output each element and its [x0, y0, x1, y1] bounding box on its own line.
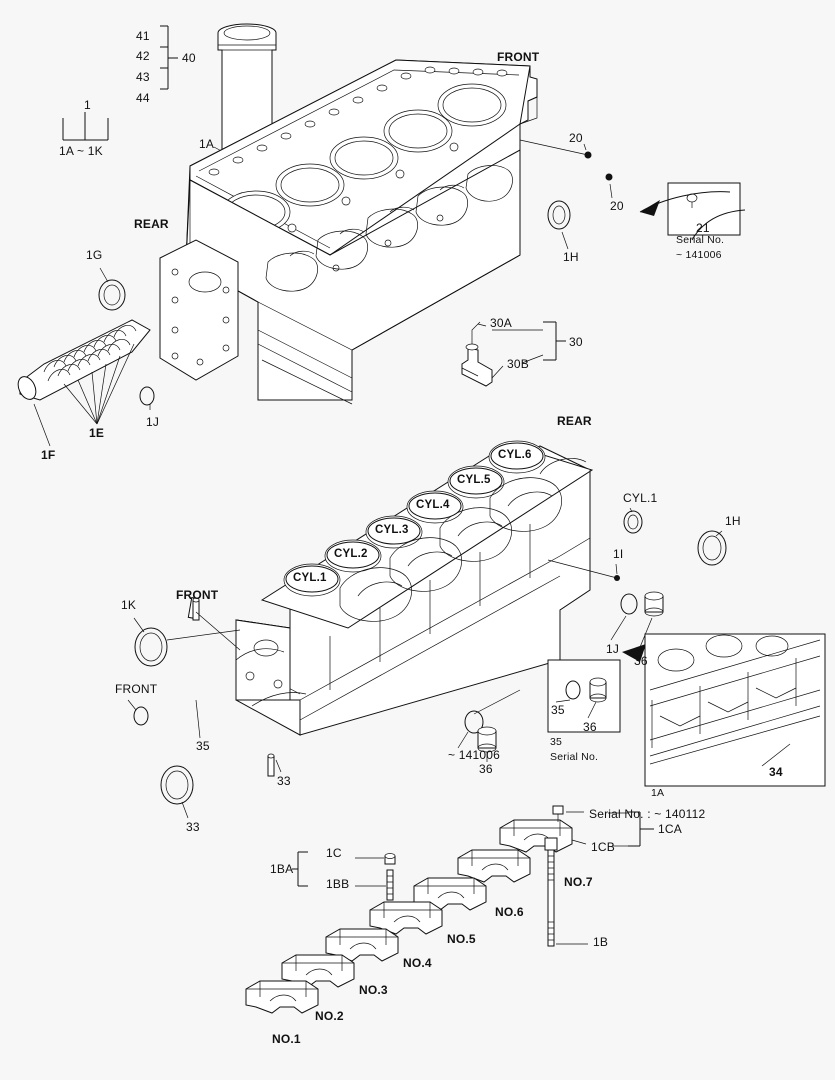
label-36-c: ~ 141006: [448, 748, 500, 762]
label-front-top: FRONT: [497, 50, 540, 64]
part-20-b: [606, 174, 613, 181]
label-1h-top: 1H: [563, 250, 579, 264]
label-1bb: 1C: [326, 846, 342, 860]
label-1: 1: [84, 98, 91, 112]
label-36-a: 1J: [606, 642, 620, 656]
inset-serial-21: [640, 183, 745, 240]
label-33-a: 35: [196, 739, 210, 753]
part-cylinder-block-lower: [236, 441, 592, 735]
part-34: [161, 766, 193, 804]
label-36-b: 35: [551, 703, 565, 717]
label-40: 40: [182, 51, 196, 65]
label-35-c: 36: [479, 762, 493, 776]
label-serial-21-line1: Serial No.: [676, 234, 725, 246]
label-1a-top: 1A: [199, 137, 215, 151]
inset-serial-140112: [645, 634, 825, 786]
label-30a: 30A: [490, 316, 512, 330]
leader-1f: [34, 404, 50, 446]
part-rear-flange: [160, 240, 238, 380]
label-serial-140112: 1A: [651, 787, 665, 799]
label-1i: 1H: [725, 514, 741, 528]
label-no-3: NO.3: [359, 983, 388, 997]
bearing-cap-1: [246, 981, 318, 1013]
label-21: 21: [696, 221, 710, 235]
part-1g-mid: [135, 628, 167, 666]
label-rear-top: REAR: [134, 217, 169, 231]
label-1g-mid: 1K: [121, 598, 137, 612]
leader-1g-top: [100, 268, 108, 282]
part-1i: [698, 531, 726, 565]
part-1ba: [387, 870, 393, 900]
label-no-7: NO.7: [564, 875, 593, 889]
part-35-36-c: [465, 711, 496, 752]
label-35-b: 36: [583, 720, 597, 734]
label-1a-1k-range: 1A ~ 1K: [59, 144, 103, 158]
label-1a-inset: 34: [769, 765, 783, 779]
label-cyl-2: CYL.2: [334, 548, 368, 560]
group-bracket-1: [63, 112, 108, 140]
label-1c: 1CA: [658, 822, 682, 836]
label-1j-top: 1J: [146, 415, 160, 429]
label-1ca: 1CB: [591, 840, 615, 854]
group-bracket-liner-parts: [160, 26, 178, 89]
label-no-1: NO.1: [272, 1032, 301, 1046]
label-1cb: Serial No. : ~ 140112: [589, 807, 706, 821]
label-42: 42: [136, 49, 150, 63]
leader-30b: [492, 366, 503, 378]
label-1j-mid: FRONT: [115, 682, 158, 696]
part-1j-top: [140, 387, 154, 405]
label-44: 44: [136, 91, 150, 105]
part-1bb: [385, 854, 395, 865]
label-1k: 1I: [613, 547, 624, 561]
part-1g-oring-top: [99, 280, 125, 310]
label-20-a: 20: [569, 131, 583, 145]
part-1h-top: [548, 201, 570, 229]
part-1d-bolt: [545, 838, 557, 946]
label-43: 43: [136, 70, 150, 84]
label-30: 30: [569, 335, 583, 349]
label-no-4: NO.4: [403, 956, 432, 970]
bearing-cap-6: [458, 850, 530, 882]
label-serial-21-line2: ~ 141006: [676, 249, 722, 261]
label-35-a: 36: [634, 654, 648, 668]
label-cyl-1: CYL.1: [293, 572, 327, 584]
label-rear-mid: REAR: [557, 414, 592, 428]
label-serial-3536-line1: 35: [550, 736, 563, 748]
part-30-plug: [462, 322, 492, 386]
label-cyl-3: CYL.3: [375, 524, 409, 536]
label-41: 41: [136, 29, 150, 43]
label-30b: 30B: [507, 357, 529, 371]
label-34: 33: [186, 820, 200, 834]
bearing-cap-7: [500, 820, 572, 852]
label-1f: 1F: [41, 448, 56, 462]
label-no-5: NO.5: [447, 932, 476, 946]
label-33-b: 33: [277, 774, 291, 788]
label-20-b: 20: [610, 199, 624, 213]
bracket-30: [543, 322, 566, 360]
part-1h-mid: [624, 511, 642, 533]
label-cyl-5: CYL.5: [457, 474, 491, 486]
label-cyl-6: CYL.6: [498, 449, 532, 461]
label-1b: 1BA: [270, 862, 294, 876]
label-1g-top: 1G: [86, 248, 103, 262]
label-1d: 1B: [593, 935, 609, 949]
label-serial-3536-line2: Serial No.: [550, 751, 599, 763]
label-no-2: NO.2: [315, 1009, 344, 1023]
label-1ba: 1BB: [326, 877, 350, 891]
label-cyl-4: CYL.4: [416, 499, 450, 511]
label-front-mid: FRONT: [176, 588, 219, 602]
label-1h-mid: CYL.1: [623, 491, 658, 505]
leader-30a: [478, 324, 486, 326]
bracket-1b: [292, 852, 308, 886]
label-1e: 1E: [89, 426, 105, 440]
part-33-pin-b: [268, 754, 274, 776]
part-35-36-a: [621, 592, 663, 616]
label-no-6: NO.6: [495, 905, 524, 919]
